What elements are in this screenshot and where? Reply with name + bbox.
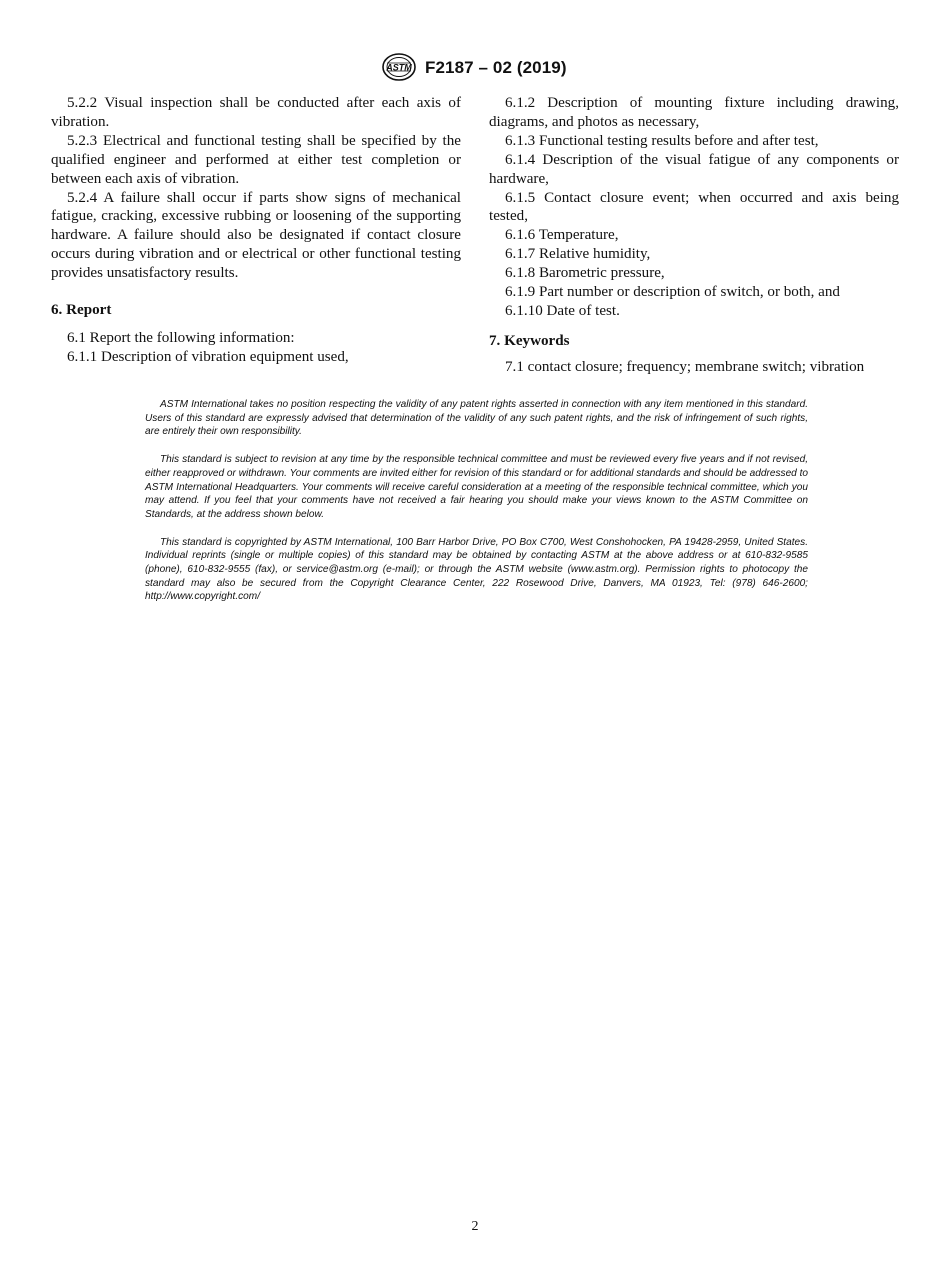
- paragraph-5-2-3: 5.2.3 Electrical and functional testing shall be specified by the qualified engineer and performed at either test completion or between each axis of vibration.: [51, 132, 461, 187]
- paragraph-6-1-3: 6.1.3 Functional testing results before and after test,: [505, 132, 819, 149]
- paragraph-6-1: 6.1 Report the following information:: [67, 329, 295, 346]
- svg-text:ASTM: ASTM: [386, 62, 412, 73]
- paragraph-7-1: 7.1 contact closure; frequency; membrane switch; vibration: [505, 358, 865, 375]
- section-7-heading: 7. Keywords: [489, 332, 570, 349]
- paragraph-6-1-2: 6.1.2 Description of mounting fixture including drawing, diagrams, and photos as necessary,: [489, 95, 899, 130]
- paragraph-6-1-6: 6.1.6 Temperature,: [505, 227, 619, 244]
- paragraph-5-2-4: 5.2.4 A failure shall occur if parts show signs of mechanical fatigue, cracking, excessive rubbing or loosening of the supporting hardware. A failure should also be designated if contact closure occurs during vibration and or electrical or other functional testing provides unsatisfactory results.: [51, 189, 461, 282]
- copyright-notice: This standard is copyrighted by ASTM International, 100 Barr Harbor Drive, PO Box C700, West Conshohocken, PA 19428-2959, United States. Individual reprints (single or multiple copies) of this standard may be obtained by contacting ASTM at the above address or at 610-832-9585 (phone), 610-832-9555 (fax), or service@astm.org (e-mail); or through the ASTM website (www.astm.org). Permission rights to photocopy the standard may also be secured from the Copyright Clearance Center, 222 Rosewood Drive, Danvers, MA 01923, Tel: (978) 646-2600; http://www.copyright.com/: [145, 536, 808, 603]
- paragraph-6-1-4: 6.1.4 Description of the visual fatigue of any components or hardware,: [489, 151, 899, 187]
- patent-notice: ASTM International takes no position respecting the validity of any patent rights asserted in connection with any item mentioned in this standard. Users of this standard are expressly advised that determination of the validity of any such patent rights, and the risk of infringement of such rights, are entirely their own responsibility.: [145, 399, 808, 438]
- revision-notice: This standard is subject to revision at any time by the responsible technical committee and must be reviewed every five years and if not revised, either reapproved or withdrawn. Your comments are invited either for revision of this standard or for additional standards and should be addressed to ASTM International Headquarters. Your comments will receive careful consideration at a meeting of the responsible technical committee, which you may attend. If you feel that your comments have not received a fair hearing you should make your views known to the ASTM Committee on Standards, at the address shown below.: [145, 454, 809, 520]
- paragraph-6-1-1: 6.1.1 Description of vibration equipment used,: [67, 348, 349, 365]
- paragraph-6-1-8: 6.1.8 Barometric pressure,: [505, 265, 665, 282]
- page-header: [0, 52, 950, 86]
- paragraph-5-2-2: 5.2.2 Visual inspection shall be conducted after each axis of vibration.: [51, 95, 461, 130]
- paragraph-6-1-5: 6.1.5 Contact closure event; when occurred and axis being tested,: [489, 189, 899, 225]
- legal-notices: [145, 398, 808, 604]
- right-column: [489, 94, 899, 377]
- left-column: [51, 94, 461, 367]
- astm-logo-icon: [381, 52, 417, 82]
- paragraph-6-1-9: 6.1.9 Part number or description of switch, or both, and: [505, 284, 840, 301]
- paragraph-6-1-10: 6.1.10 Date of test.: [505, 302, 620, 319]
- standard-designation: F2187 – 02 (2019): [425, 58, 567, 77]
- page-number: 2: [471, 1219, 479, 1234]
- section-6-heading: 6. Report: [51, 302, 112, 319]
- paragraph-6-1-7: 6.1.7 Relative humidity,: [505, 246, 651, 263]
